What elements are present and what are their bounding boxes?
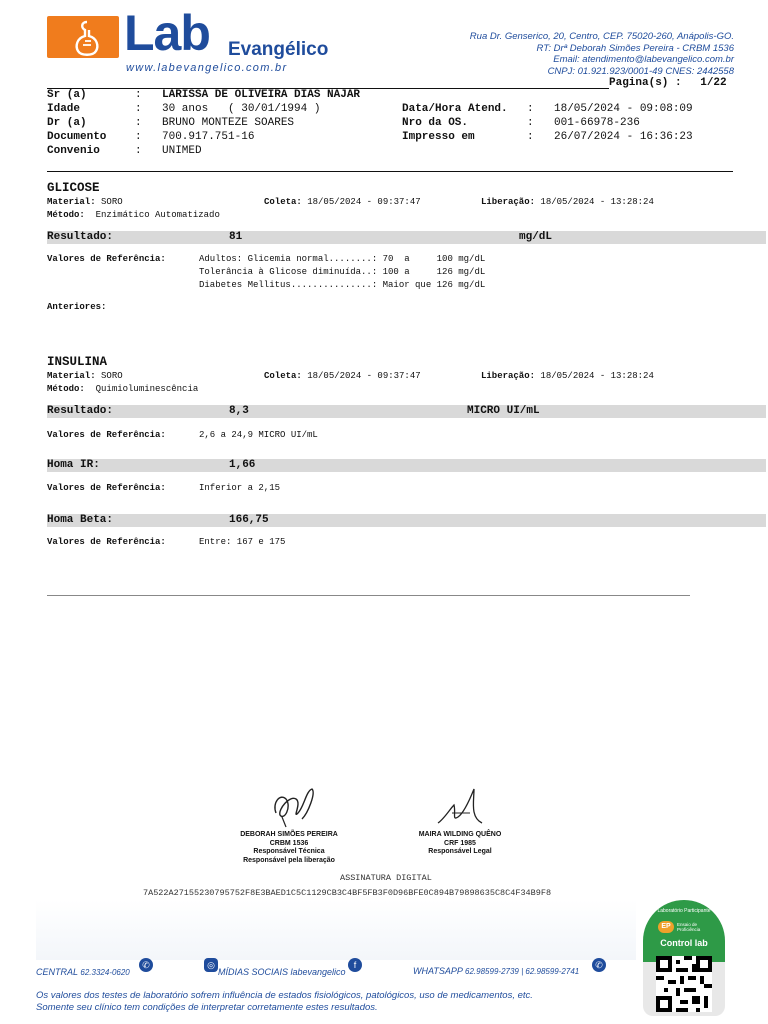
digital-signature-hash: 7A522A27155230795752F8E3BAED1C5C1129CB3C4BF5FB3F0D96BFE0C894B79898635C8C4F34B9F8 [143,888,552,898]
material-label: Material: [47,371,96,381]
proficiency-badge [643,900,725,1016]
material-value: SORO [101,197,123,207]
material-value: SORO [101,371,123,381]
central-phone: 62.3324-0620 [80,968,130,977]
whatsapp-phones: 62.98599-2739 | 62.98599-2741 [465,967,580,976]
footer-central [36,967,130,977]
exam-title-insulina: INSULINA [47,355,108,369]
coleta-value: 18/05/2024 - 09:37:47 [307,371,421,381]
logo-flask-icon [47,16,119,58]
homa-beta-ref-value: Entre: 167 e 175 [199,537,286,547]
attend-datetime: 18/05/2024 - 09:08:09 [554,103,693,115]
colon: : [527,103,534,115]
colon: : [135,89,142,101]
os-number: 001-66978-236 [554,117,640,129]
doctor-name: BRUNO MONTEZE SOARES [162,117,295,129]
patient-age: 30 anos ( 30/01/1994 ) [162,103,321,115]
coleta-value: 18/05/2024 - 09:37:47 [307,197,421,207]
colon: : [135,117,142,129]
homa-beta-label: Homa Beta: [47,514,114,526]
colon: : [135,131,142,143]
signature-drawing-2 [430,783,490,829]
coleta-label: Coleta: [264,197,302,207]
disclaimer-line-1: Os valores dos testes de laboratório sofrem influência de estados fisiológicos, patológicos, uso de medicamentos, etc. [36,990,533,1001]
disclaimer-line-2: Somente seu clínico tem condições de interpretar corretamente estes resultados. [36,1002,378,1013]
insulina-metodo [47,383,198,396]
signature-block-1 [229,831,349,865]
signer-name: MAIRA WILDING QUÊNO [418,831,502,838]
insulina-result-value: 8,3 [229,405,249,417]
glicose-ref-line: Adultos: Glicemia normal........: 70 a 100 mg/dL [199,254,486,264]
glicose-liberacao [481,196,654,209]
signer-name: DEBORAH SIMÕES PEREIRA [240,831,338,838]
colon: : [527,131,534,143]
insulina-ref-value: 2,6 a 24,9 MICRO UI/mL [199,430,318,440]
homa-ir-label: Homa IR: [47,459,100,471]
phone-icon: ✆ [139,958,153,972]
page-counter [609,77,727,89]
document-number: 700.917.751-16 [162,131,255,143]
footer-watermark-area [36,900,636,960]
insulina-result-band [47,405,766,418]
lab-cnpj: CNPJ: 01.921.923/0001-49 CNES: 2442558 [547,65,734,77]
homa-beta-band [47,514,766,527]
glicose-ref-line: Tolerância à Glicose diminuída..: 100 a 126 mg/dL [199,267,486,277]
glicose-metodo [47,209,220,222]
os-label: Nro da OS. [402,117,469,129]
lab-rt: RT: Drª Deborah Simões Pereira - CRBM 1536 [536,42,734,54]
doctor-label: Dr (a) [47,117,87,129]
metodo-label: Método: [47,210,85,220]
colon: : [527,117,534,129]
colon: : [135,145,142,157]
glicose-ref-line: Diabetes Mellitus...............: Maior que 126 mg/dL [199,280,486,290]
liberacao-value: 18/05/2024 - 13:28:24 [540,371,654,381]
logo-wordmark: Lab [124,5,210,61]
homa-ir-band [47,459,766,472]
glicose-coleta [264,196,421,209]
document-label: Documento [47,131,107,143]
glicose-result-value: 81 [229,231,243,243]
metodo-label: Método: [47,384,85,394]
badge-brand: Control lab [660,938,708,948]
liberacao-label: Liberação: [481,197,536,207]
signature-block-2 [400,831,520,857]
qr-code[interactable] [656,956,712,1012]
homa-ir-value: 1,66 [229,459,256,471]
signer-role: Responsável Técnica [253,848,325,855]
glicose-material [47,196,123,209]
patient-rule [47,171,733,172]
page-counter-value: 1/22 [700,77,727,89]
homa-beta-ref-label: Valores de Referência: [47,537,166,547]
insurance-name: UNIMED [162,145,202,157]
glicose-result-band [47,231,766,244]
printed-datetime: 26/07/2024 - 16:36:23 [554,131,693,143]
insulina-result-label: Resultado: [47,405,114,417]
lab-address: Rua Dr. Genserico, 20, Centro, CEP. 75020-260, Anápolis-GO. [469,31,734,42]
glicose-anteriores-label: Anteriores: [47,302,107,312]
insulina-coleta [264,370,421,383]
homa-beta-value: 166,75 [229,514,269,526]
whatsapp-icon[interactable]: ✆ [592,958,606,972]
central-label: CENTRAL [36,967,78,977]
digital-signature-label: ASSINATURA DIGITAL [340,873,432,883]
instagram-icon[interactable]: ◎ [204,958,218,972]
signature-drawing-1 [262,783,322,829]
liberacao-label: Liberação: [481,371,536,381]
website-url: www.labevangelico.com.br [126,62,288,74]
colon: : [135,103,142,115]
lab-email: Email: atendimento@labevangelico.com.br [553,54,734,65]
footer-whatsapp [413,966,579,976]
liberacao-value: 18/05/2024 - 13:28:24 [540,197,654,207]
glicose-result-unit: mg/dL [519,231,553,243]
signer-role: Responsável pela liberação [243,856,335,864]
patient-name-label: Sr (a) [47,89,87,101]
exam-title-glicose: GLICOSE [47,181,100,195]
badge-ep-icon: EP [658,921,674,933]
metodo-value: Enzimático Automatizado [95,210,220,220]
glicose-ref-label: Valores de Referência: [47,254,166,264]
lab-contact-info [470,31,734,77]
whatsapp-label: WHATSAPP [413,966,463,976]
badge-top-text: Laboratório Participante [657,908,711,914]
printed-label: Impresso em [402,131,475,143]
metodo-value: Quimioluminescência [95,384,199,394]
insulina-material [47,370,123,383]
homa-ir-ref-value: Inferior a 2,15 [199,483,281,493]
homa-ir-ref-label: Valores de Referência: [47,483,166,493]
material-label: Material: [47,197,96,207]
patient-age-label: Idade [47,103,81,115]
insulina-ref-label: Valores de Referência: [47,430,166,440]
badge-ep-text: Ensaio de Proficiência [677,922,701,932]
signer-role: Responsável Legal [428,848,492,855]
end-of-results-rule [47,595,690,596]
qr-code-icon [656,956,712,1012]
insulina-liberacao [481,370,654,383]
facebook-icon[interactable]: f [348,958,362,972]
page-counter-label: Pagina(s) : [609,77,682,89]
signer-registration: CRBM 1536 [269,839,309,847]
patient-name: LARISSA DE OLIVEIRA DIAS NAJAR [162,89,361,101]
attend-label: Data/Hora Atend. [402,103,508,115]
footer-social[interactable]: MÍDIAS SOCIAIS labevangelico [218,967,346,977]
logo-mark [47,16,119,58]
insurance-label: Convenio [47,145,100,157]
glicose-result-label: Resultado: [47,231,114,243]
signer-registration: CRF 1985 [444,839,476,847]
insulina-result-unit: MICRO UI/mL [467,405,540,417]
coleta-label: Coleta: [264,371,302,381]
logo-subtitle: Evangélico [228,39,329,60]
